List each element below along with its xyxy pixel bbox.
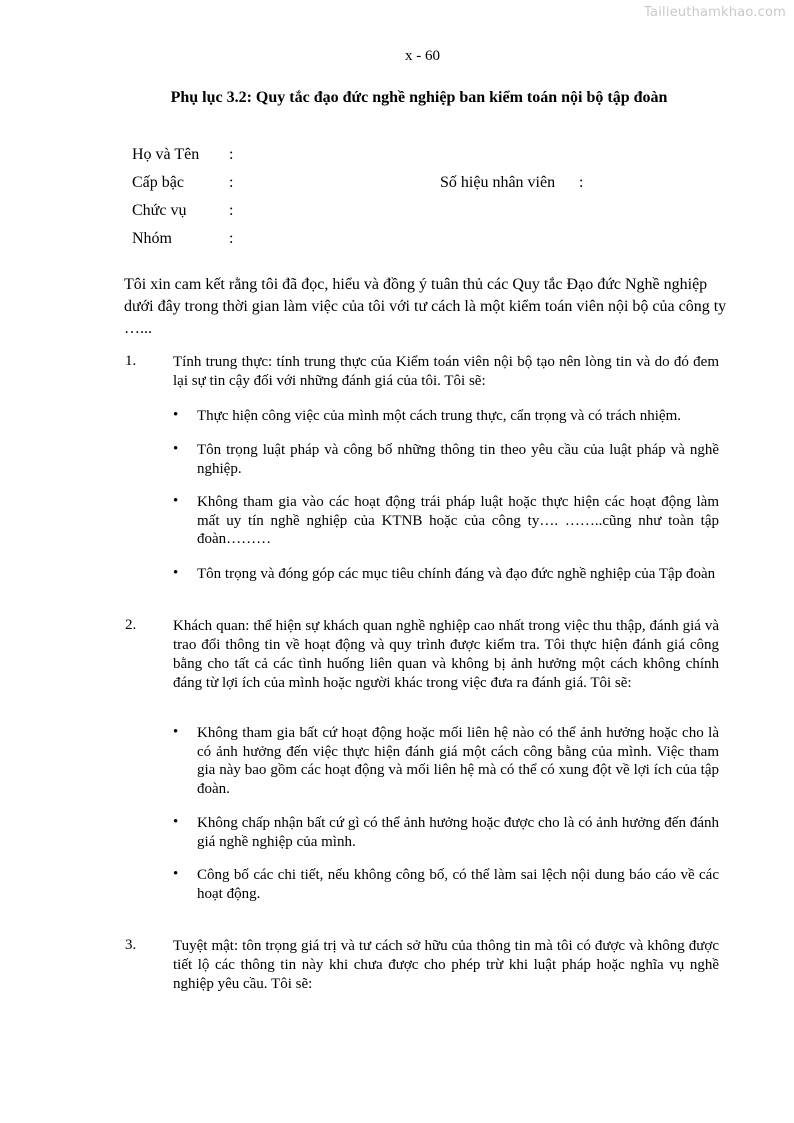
page-number: x - 60 — [405, 48, 440, 64]
name-field — [132, 146, 234, 164]
group-field — [132, 230, 234, 248]
section-1-bullet-3: Không tham gia vào các hoạt động trái pháp luật hoặc thực hiện các hoạt động làm mất uy tín nghề nghiệp của KTNB hoặc của công ty…. ……..cũng như toàn tập đoàn……… — [197, 494, 719, 547]
employee-id-field — [440, 174, 584, 192]
bullet-icon: • — [173, 866, 179, 882]
grade-field — [132, 174, 234, 192]
name-label: Họ và Tên — [132, 146, 200, 163]
bullet-icon: • — [173, 724, 179, 740]
commitment-paragraph: Tôi xin cam kết rằng tôi đã đọc, hiểu và đồng ý tuân thủ các Quy tắc Đạo đức Nghề nghiệp dưới đây trong thời gian làm việc của tôi với tư cách là một kiểm toán viên nội bộ của công ty …... — [124, 276, 727, 337]
employee-id-colon: : — [579, 174, 584, 191]
bullet-icon: • — [173, 565, 179, 581]
section-2-number: 2. — [125, 617, 137, 633]
section-2-bullet-3: Công bố các chi tiết, nếu không công bố, có thể làm sai lệch nội dung báo cáo về các hoạt động. — [197, 867, 719, 902]
grade-label: Cấp bậc — [132, 174, 184, 191]
section-2-bullet-1: Không tham gia bất cứ hoạt động hoặc mối liên hệ nào có thể ảnh hưởng hoặc cho là có ảnh hưởng đến việc thực hiện đánh giá một cách công bằng của mình. Việc tham gia này bao gồm các hoạt động và mối liên hệ mà có thể có xung đột về lợi ích của tập đoàn. — [197, 725, 719, 797]
group-colon: : — [229, 230, 234, 247]
watermark: Tailieuthamkhao.com — [644, 5, 786, 20]
bullet-icon: • — [173, 493, 179, 509]
section-1-bullet-1: Thực hiện công việc của mình một cách trung thực, cẩn trọng và có trách nhiệm. — [197, 408, 682, 424]
bullet-icon: • — [173, 407, 179, 423]
bullet-icon: • — [173, 814, 179, 830]
bullet-icon: • — [173, 441, 179, 457]
section-3-number: 3. — [125, 937, 137, 953]
name-colon: : — [229, 146, 234, 163]
section-1-number: 1. — [125, 353, 137, 369]
page-title: Phụ lục 3.2: Quy tắc đạo đức nghề nghiệp ban kiểm toán nội bộ tập đoàn — [170, 89, 668, 106]
section-1-bullet-2: Tôn trọng luật pháp và công bố những thông tin theo yêu cầu của luật pháp và nghề nghiệp. — [197, 442, 719, 477]
position-colon: : — [229, 202, 234, 219]
group-label: Nhóm — [132, 230, 172, 247]
section-1-bullet-4: Tôn trọng và đóng góp các mục tiêu chính đáng và đạo đức nghề nghiệp của Tập đoàn — [197, 566, 716, 582]
section-2-text: Khách quan: thể hiện sự khách quan nghề nghiệp cao nhất trong việc thu thập, đánh giá và trao đổi thông tin về hoạt động và quy trình được kiểm tra. Tôi thực hiện đánh giá công bằng cho tất cả các tình huống liên quan và không bị ảnh hưởng một cách không chính đáng từ lợi ích của mình hoặc người khác trong việc đưa ra đánh giá. Tôi sẽ: — [173, 618, 719, 691]
position-label: Chức vụ — [132, 202, 187, 219]
position-field — [132, 202, 234, 220]
section-1-text: Tính trung thực: tính trung thực của Kiểm toán viên nội bộ tạo nên lòng tin và do đó đem lại sự tin cậy đối với những đánh giá của tôi. Tôi sẽ: — [173, 354, 719, 389]
grade-colon: : — [229, 174, 234, 191]
section-2-bullet-2: Không chấp nhận bất cứ gì có thể ảnh hưởng hoặc được cho là có ảnh hưởng đến đánh giá nghề nghiệp của mình. — [197, 815, 719, 850]
employee-id-label: Số hiệu nhân viên — [440, 174, 556, 191]
section-3-text: Tuyệt mật: tôn trọng giá trị và tư cách sở hữu của thông tin mà tôi có được và không được tiết lộ các thông tin này khi chưa được cho phép trừ khi luật pháp hoặc nghĩa vụ nghề nghiệp yêu cầu. Tôi sẽ: — [173, 938, 719, 992]
